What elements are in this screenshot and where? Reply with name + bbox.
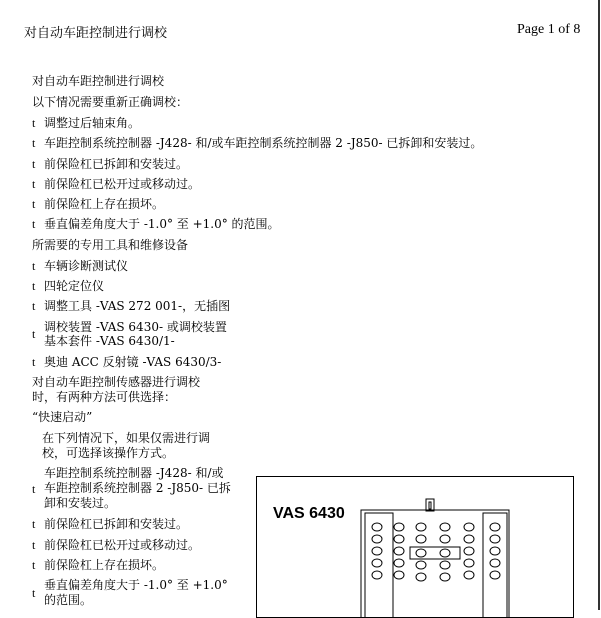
- list-item: 前保险杠已拆卸和安装过。: [44, 517, 189, 531]
- quick-start-text: 在下列情况下，如果仅需进行调: [42, 431, 211, 445]
- figure-label: VAS 6430: [273, 505, 345, 522]
- bullet-marker: t: [32, 299, 36, 313]
- sensor-text: 对自动车距控制传感器进行调校: [32, 375, 201, 389]
- bullet-marker: t: [32, 517, 36, 531]
- list-item: 车辆诊断测试仪: [44, 259, 129, 273]
- quick-start-heading: “快速启动”: [32, 410, 93, 424]
- bullet-marker: t: [32, 586, 36, 600]
- bullet-marker: t: [32, 197, 36, 211]
- figure-vas6430: [256, 476, 574, 618]
- bullet-marker: t: [32, 538, 36, 552]
- doc-title: 对自动车距控制进行调校: [32, 74, 165, 88]
- page-border: [598, 0, 600, 610]
- list-item: 调校装置 -VAS 6430- 或调校装置: [44, 320, 227, 334]
- page-number: Page 1 of 8: [517, 22, 581, 37]
- bullet-marker: t: [32, 259, 36, 273]
- list-item: 车距控制系统控制器 -J428- 和/或: [44, 466, 224, 480]
- list-item-cont: 的范围。: [44, 593, 93, 607]
- list-item: 垂直偏差角度大于 -1.0° 至 +1.0° 的范围。: [44, 217, 280, 231]
- header-title: 对自动车距控制进行调校: [24, 26, 168, 41]
- bullet-marker: t: [32, 177, 36, 191]
- list-item: 垂直偏差角度大于 -1.0° 至 +1.0°: [44, 578, 228, 592]
- list-item: 前保险杠已松开过或移动过。: [44, 177, 201, 191]
- bullet-marker: t: [32, 355, 36, 369]
- list-item: 前保险杠已拆卸和安装过。: [44, 157, 189, 171]
- list-item-cont: 车距控制系统控制器 2 -J850- 已拆: [44, 481, 231, 495]
- list-item: 调整工具 -VAS 272 001-，无插图: [44, 299, 231, 313]
- list-item: 调整过后轴束角。: [44, 116, 141, 130]
- sensor-text-cont: 时，有两种方法可供选择：: [32, 390, 177, 404]
- list-item-cont: 卸和安装过。: [44, 496, 117, 510]
- list-item: 前保险杠上存在损坏。: [44, 558, 165, 572]
- bullet-marker: t: [32, 136, 36, 150]
- bullet-marker: t: [32, 482, 36, 496]
- bullet-marker: t: [32, 217, 36, 231]
- list-item-cont: 基本套件 -VAS 6430/1-: [44, 334, 175, 348]
- bullet-marker: t: [32, 279, 36, 293]
- list-item: 车距控制系统控制器 -J428- 和/或车距控制系统控制器 2 -J850- 已拆卸和安装过。: [44, 136, 483, 150]
- device-drawing: [257, 477, 573, 617]
- bullet-marker: t: [32, 116, 36, 130]
- list-item: 四轮定位仪: [44, 279, 105, 293]
- tools-heading: 所需要的专用工具和维修设备: [32, 238, 189, 252]
- bullet-marker: t: [32, 157, 36, 171]
- list-item: 前保险杠已松开过或移动过。: [44, 538, 201, 552]
- quick-start-text-cont: 校，可选择该操作方式。: [42, 446, 175, 460]
- bullet-marker: t: [32, 558, 36, 572]
- intro-text: 以下情况需要重新正确调校：: [32, 95, 189, 109]
- list-item: 奥迪 ACC 反射镜 -VAS 6430/3-: [44, 355, 222, 369]
- list-item: 前保险杠上存在损坏。: [44, 197, 165, 211]
- bullet-marker: t: [32, 327, 36, 341]
